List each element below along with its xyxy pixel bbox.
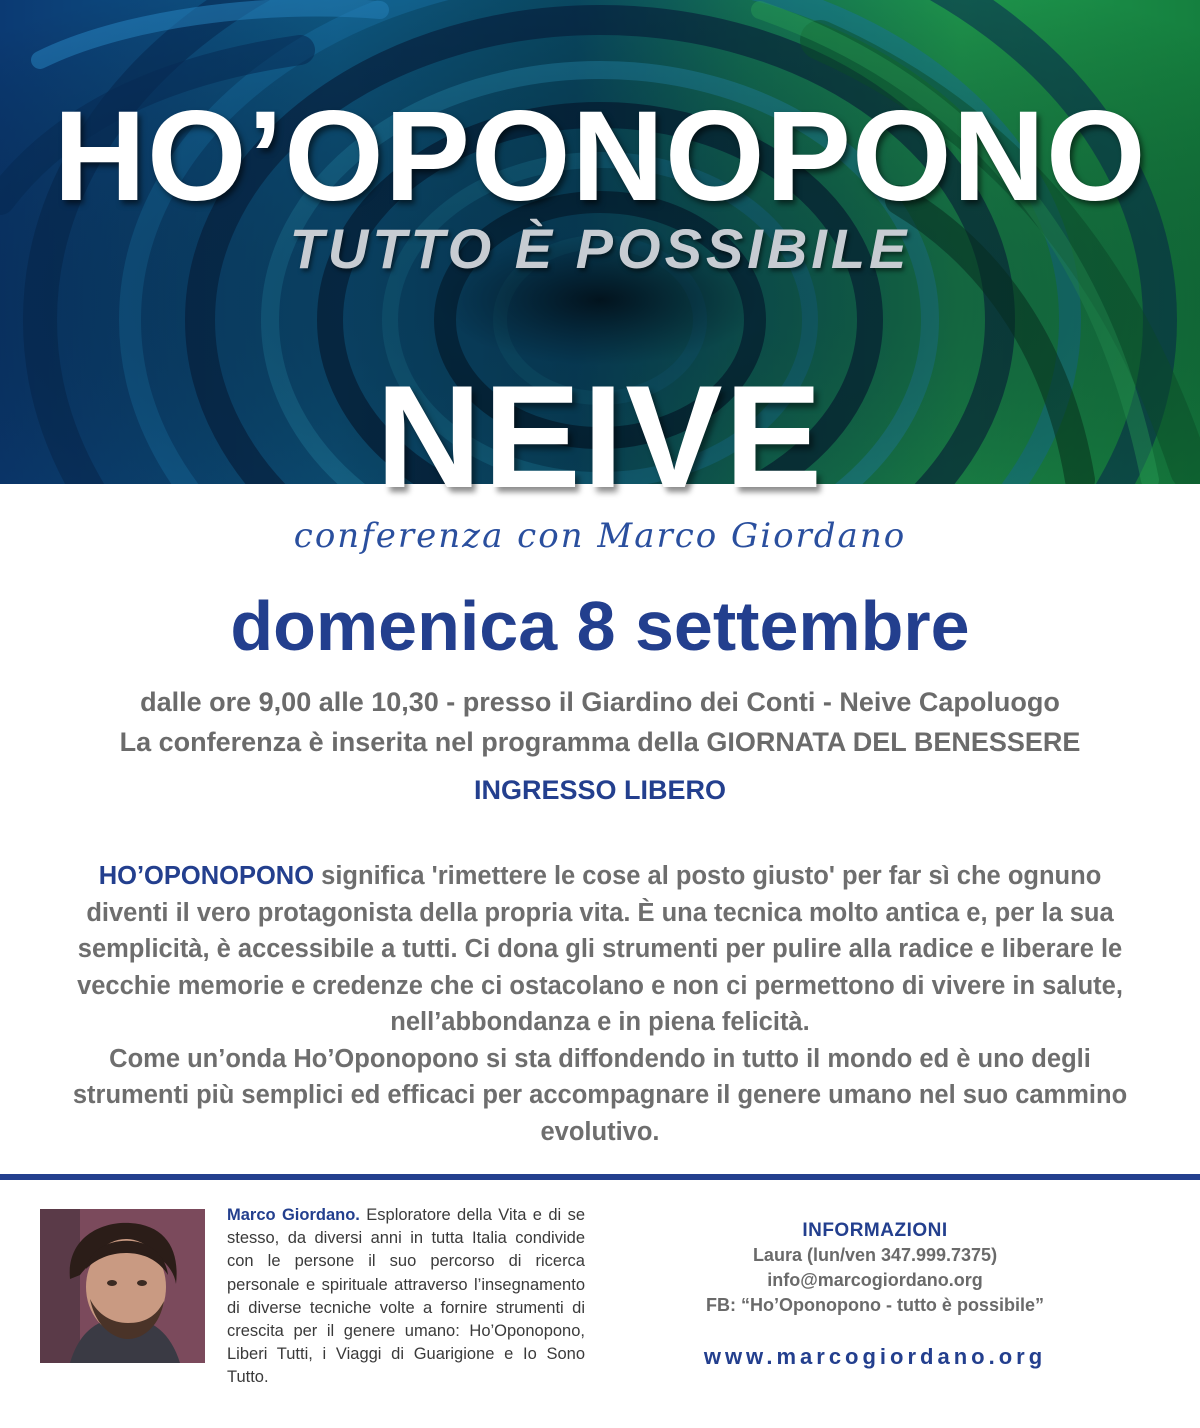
contact-email[interactable]: info@marcogiordano.org <box>767 1270 983 1290</box>
event-city: NEIVE <box>375 355 825 518</box>
description-text-2: Come un’onda Ho’Oponopono si sta diffondendo in tutto il mondo ed è uno degli strumenti più semplici ed efficaci per accompagnare il genere umano nel suo cammino evolutivo. <box>72 1044 1128 1146</box>
speaker-name: Marco Giordano. <box>227 1206 360 1224</box>
speaker-photo <box>40 1209 205 1363</box>
contact-phone[interactable]: Laura (lun/ven 347.999.7375) <box>752 1245 998 1265</box>
description-paragraph <box>70 858 1130 1150</box>
speaker-bio <box>227 1204 585 1390</box>
event-title: HO’OPONOPONO <box>53 85 1147 228</box>
event-time-place: dalle ore 9,00 alle 10,30 - presso il Giardino dei Conti - Neive Capoluogo <box>140 687 1060 717</box>
contact-info <box>640 1218 1110 1318</box>
description-text: significa 'rimettere le cose al posto giusto' per far sì che ognuno diventi il vero protagonista della propria vita. È una tecnica molto antica e, per la sua semplicità, è accessibile a tutti. Ci dona gli strumenti per pulire alla radice e liberare le vecchie memorie e credenze che ci ostacolano e non ci permettono di vivere in salute, nell’abbondanza e in piena felicità. <box>77 862 1123 1036</box>
entry-badge: INGRESSO LIBERO <box>473 775 727 805</box>
event-subtitle: conferenza con Marco Giordano <box>293 516 907 556</box>
event-tagline: TUTTO È POSSIBILE <box>289 217 911 280</box>
section-divider <box>0 1174 1200 1180</box>
event-date: domenica 8 settembre <box>230 587 970 665</box>
contact-facebook[interactable]: FB: “Ho’Oponopono - tutto è possibile” <box>706 1295 1044 1315</box>
speaker-bio-text: Esploratore della Vita e di se stesso, da diversi anni in tutta Italia condivide con le persone il suo percorso di ricerca personale e spirituale attraverso l’insegnamento di diverse tecniche volte a fornire strumenti di crescita per il genere umano: Ho’Oponopono, Liberi Tutti, i Viaggi di Guarigione e Io Sono Tutto. <box>227 1206 585 1387</box>
description-lead: HO’OPONOPONO <box>98 862 315 890</box>
website-link[interactable]: www.marcogiordano.org <box>703 1344 1047 1369</box>
contact-heading: INFORMAZIONI <box>802 1220 948 1241</box>
event-program: La conferenza è inserita nel programma della GIORNATA DEL BENESSERE <box>119 727 1081 757</box>
